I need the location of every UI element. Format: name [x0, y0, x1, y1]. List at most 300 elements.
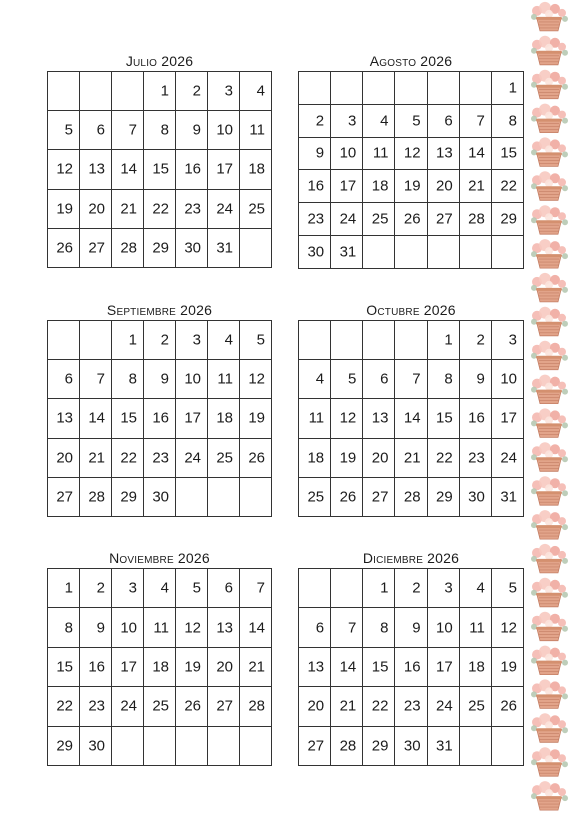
day-number: 23 — [152, 449, 169, 467]
day-number: 12 — [403, 144, 421, 162]
day-cell — [112, 608, 144, 647]
day-cell — [208, 321, 240, 360]
day-cell — [240, 687, 272, 726]
flower-basket-icon — [531, 713, 568, 742]
day-cell — [112, 647, 144, 686]
day-cell — [491, 726, 523, 765]
day-cell — [459, 360, 491, 399]
day-number: 6 — [315, 619, 325, 637]
day-number: 14 — [468, 144, 485, 162]
week-row — [48, 608, 272, 647]
day-number: 16 — [88, 658, 105, 676]
day-number: 3 — [224, 82, 233, 100]
day-number: 26 — [184, 697, 201, 715]
day-cell — [331, 321, 363, 360]
day-cell — [331, 360, 363, 399]
day-cell — [48, 569, 80, 608]
day-number: 4 — [224, 331, 233, 349]
day-cell — [208, 399, 240, 438]
day-cell — [427, 608, 459, 647]
day-cell — [208, 72, 240, 111]
week-row — [299, 399, 524, 438]
week-row — [299, 647, 524, 686]
day-cell — [331, 569, 363, 608]
calendar-grid — [298, 320, 524, 517]
day-number: 5 — [347, 370, 357, 388]
day-number: 15 — [152, 160, 169, 178]
day-number: 29 — [120, 488, 137, 506]
day-number: 11 — [249, 121, 265, 139]
day-number: 27 — [371, 488, 389, 506]
day-cell — [363, 360, 395, 399]
flower-basket-icon — [531, 544, 568, 573]
day-number: 18 — [371, 177, 389, 195]
day-number: 5 — [192, 579, 201, 597]
day-number: 13 — [88, 160, 105, 178]
day-number: 10 — [216, 121, 233, 139]
day-number: 28 — [120, 239, 137, 257]
day-cell — [331, 687, 363, 726]
flower-basket-icon — [531, 36, 568, 65]
day-number: 28 — [403, 488, 421, 506]
day-number: 18 — [248, 160, 265, 178]
day-number: 9 — [192, 121, 201, 139]
day-number: 17 — [216, 160, 233, 178]
day-number: 2 — [315, 112, 325, 130]
flower-basket-icon — [531, 646, 568, 675]
day-cell — [240, 360, 272, 399]
day-number: 28 — [248, 697, 265, 715]
day-cell — [80, 189, 112, 228]
week-row — [48, 477, 272, 516]
day-cell — [491, 438, 523, 477]
day-number: 5 — [508, 579, 517, 597]
day-cell — [491, 608, 523, 647]
day-cell — [48, 321, 80, 360]
day-cell — [331, 726, 363, 765]
day-cell — [80, 111, 112, 150]
day-number: 5 — [412, 112, 421, 130]
day-cell — [427, 438, 459, 477]
day-cell — [144, 72, 176, 111]
day-cell — [363, 203, 395, 236]
day-number: 24 — [120, 697, 137, 715]
month-title: Octubre 2026 — [366, 302, 456, 318]
day-number: 30 — [184, 239, 201, 257]
day-number: 16 — [468, 409, 485, 427]
day-cell — [395, 72, 427, 105]
day-number: 30 — [152, 488, 169, 506]
day-number: 1 — [128, 331, 137, 349]
day-number: 14 — [88, 409, 105, 427]
day-number: 22 — [500, 177, 517, 195]
flower-basket-border — [525, 0, 573, 813]
day-cell — [112, 438, 144, 477]
day-number: 28 — [88, 488, 105, 506]
day-number: 12 — [339, 409, 357, 427]
day-cell — [176, 321, 208, 360]
day-cell — [395, 569, 427, 608]
day-cell — [176, 189, 208, 228]
day-number: 28 — [339, 737, 357, 755]
day-cell — [240, 569, 272, 608]
day-number: 13 — [56, 409, 73, 427]
day-cell — [299, 687, 331, 726]
day-number: 20 — [216, 658, 233, 676]
day-cell — [240, 111, 272, 150]
flower-basket-icon — [531, 171, 568, 200]
day-cell — [208, 687, 240, 726]
day-number: 25 — [371, 210, 389, 228]
day-number: 8 — [160, 121, 169, 139]
day-cell — [395, 687, 427, 726]
day-number: 24 — [184, 449, 201, 467]
day-number: 27 — [88, 239, 105, 257]
day-cell — [299, 726, 331, 765]
day-number: 10 — [120, 619, 137, 637]
day-cell — [459, 569, 491, 608]
day-cell — [208, 228, 240, 267]
day-cell — [112, 360, 144, 399]
day-number: 26 — [56, 239, 73, 257]
day-cell — [395, 203, 427, 236]
day-cell — [80, 726, 112, 765]
day-cell — [363, 726, 395, 765]
day-cell — [208, 150, 240, 189]
day-number: 3 — [192, 331, 201, 349]
day-number: 4 — [476, 579, 485, 597]
day-cell — [208, 189, 240, 228]
day-cell — [80, 399, 112, 438]
day-number: 26 — [339, 488, 357, 506]
week-row — [48, 72, 272, 111]
day-number: 30 — [468, 488, 485, 506]
day-number: 17 — [339, 177, 357, 195]
calendar-grid — [298, 568, 524, 766]
day-cell — [363, 399, 395, 438]
day-cell — [491, 137, 523, 170]
day-cell — [176, 399, 208, 438]
day-number: 23 — [88, 697, 105, 715]
day-cell — [80, 228, 112, 267]
day-cell — [363, 647, 395, 686]
day-cell — [363, 321, 395, 360]
month-title: Noviembre 2026 — [109, 550, 210, 566]
week-row — [48, 228, 272, 267]
day-cell — [176, 438, 208, 477]
day-cell — [299, 235, 331, 268]
day-cell — [80, 360, 112, 399]
day-cell — [427, 647, 459, 686]
day-cell — [427, 687, 459, 726]
day-cell — [48, 687, 80, 726]
day-cell — [331, 137, 363, 170]
day-cell — [48, 189, 80, 228]
day-number: 9 — [476, 370, 485, 388]
day-cell — [331, 608, 363, 647]
day-cell — [427, 399, 459, 438]
day-cell — [176, 608, 208, 647]
week-row — [48, 150, 272, 189]
week-row — [299, 360, 524, 399]
day-number: 22 — [120, 449, 137, 467]
day-cell — [112, 150, 144, 189]
day-cell — [80, 321, 112, 360]
day-cell — [459, 170, 491, 203]
day-cell — [363, 438, 395, 477]
day-number: 6 — [444, 112, 453, 130]
week-row — [299, 72, 524, 105]
day-cell — [176, 687, 208, 726]
day-cell — [240, 438, 272, 477]
day-number: 3 — [347, 112, 357, 130]
day-cell — [144, 360, 176, 399]
day-number: 6 — [380, 370, 389, 388]
day-cell — [144, 647, 176, 686]
day-number: 17 — [500, 409, 517, 427]
day-number: 8 — [128, 370, 137, 388]
day-cell — [331, 647, 363, 686]
day-number: 20 — [88, 200, 105, 218]
day-number: 23 — [468, 449, 485, 467]
day-number: 10 — [500, 370, 517, 388]
day-cell — [395, 321, 427, 360]
day-number: 18 — [216, 409, 233, 427]
day-number: 21 — [339, 697, 357, 715]
day-cell — [427, 726, 459, 765]
day-number: 16 — [307, 177, 325, 195]
week-row — [48, 321, 272, 360]
week-row — [299, 170, 524, 203]
day-number: 4 — [315, 370, 325, 388]
day-cell — [48, 647, 80, 686]
day-cell — [395, 477, 427, 516]
day-number: 6 — [224, 579, 233, 597]
day-cell — [299, 569, 331, 608]
day-cell — [363, 608, 395, 647]
day-number: 15 — [500, 144, 517, 162]
day-number: 1 — [64, 579, 73, 597]
day-cell — [491, 647, 523, 686]
day-number: 30 — [403, 737, 421, 755]
day-number: 13 — [307, 658, 325, 676]
day-cell — [208, 569, 240, 608]
day-number: 5 — [256, 331, 265, 349]
day-number: 2 — [96, 579, 105, 597]
day-number: 29 — [152, 239, 169, 257]
day-cell — [459, 137, 491, 170]
day-number: 17 — [184, 409, 201, 427]
day-cell — [208, 360, 240, 399]
day-number: 9 — [160, 370, 169, 388]
day-number: 21 — [120, 200, 137, 218]
day-cell — [48, 360, 80, 399]
week-row — [299, 477, 524, 516]
day-cell — [48, 150, 80, 189]
day-number: 14 — [403, 409, 421, 427]
flower-basket-icon — [531, 476, 568, 505]
day-number: 19 — [500, 658, 517, 676]
day-cell — [144, 399, 176, 438]
day-number: 14 — [120, 160, 137, 178]
month-title: Agosto 2026 — [369, 53, 453, 69]
day-cell — [459, 203, 491, 236]
day-cell — [80, 647, 112, 686]
flower-basket-icon — [531, 239, 568, 268]
week-row — [48, 111, 272, 150]
day-number: 29 — [500, 210, 517, 228]
day-cell — [491, 399, 523, 438]
day-number: 11 — [153, 619, 169, 637]
day-number: 22 — [436, 449, 453, 467]
day-cell — [208, 608, 240, 647]
day-number: 19 — [184, 658, 201, 676]
week-row — [299, 687, 524, 726]
day-cell — [48, 608, 80, 647]
day-cell — [299, 608, 331, 647]
day-cell — [144, 321, 176, 360]
day-cell — [144, 477, 176, 516]
day-cell — [395, 235, 427, 268]
day-number: 1 — [444, 331, 453, 349]
flower-basket-icon — [531, 307, 568, 336]
day-cell — [176, 477, 208, 516]
day-number: 14 — [339, 658, 357, 676]
day-number: 7 — [347, 619, 357, 637]
week-row — [299, 608, 524, 647]
day-number: 9 — [315, 144, 325, 162]
day-number: 15 — [436, 409, 453, 427]
day-number: 30 — [307, 243, 325, 261]
day-number: 25 — [248, 200, 265, 218]
day-number: 31 — [436, 737, 453, 755]
day-number: 27 — [436, 210, 453, 228]
day-cell — [363, 170, 395, 203]
day-cell — [112, 228, 144, 267]
day-cell — [144, 608, 176, 647]
day-cell — [299, 647, 331, 686]
day-number: 17 — [436, 658, 453, 676]
day-cell — [459, 726, 491, 765]
day-cell — [144, 228, 176, 267]
day-cell — [176, 111, 208, 150]
day-cell — [112, 726, 144, 765]
day-cell — [48, 726, 80, 765]
day-cell — [427, 235, 459, 268]
day-cell — [331, 104, 363, 137]
flower-basket-icon — [531, 341, 568, 370]
day-number: 10 — [339, 144, 357, 162]
day-number: 12 — [248, 370, 265, 388]
day-number: 31 — [500, 488, 517, 506]
week-row — [299, 203, 524, 236]
day-cell — [240, 399, 272, 438]
week-row — [299, 104, 524, 137]
day-number: 15 — [371, 658, 389, 676]
day-cell — [48, 228, 80, 267]
day-number: 4 — [160, 579, 169, 597]
day-cell — [144, 569, 176, 608]
day-cell — [331, 477, 363, 516]
day-number: 23 — [184, 200, 201, 218]
day-number: 21 — [403, 449, 421, 467]
day-cell — [427, 170, 459, 203]
day-number: 10 — [184, 370, 201, 388]
day-number: 14 — [248, 619, 265, 637]
day-cell — [208, 111, 240, 150]
day-number: 8 — [444, 370, 453, 388]
month-title: Septiembre 2026 — [106, 302, 213, 318]
day-cell — [299, 360, 331, 399]
day-cell — [176, 569, 208, 608]
flower-basket-icon — [531, 781, 568, 810]
day-number: 20 — [307, 697, 325, 715]
day-cell — [80, 477, 112, 516]
day-cell — [176, 228, 208, 267]
day-cell — [80, 569, 112, 608]
day-number: 16 — [403, 658, 421, 676]
day-cell — [112, 189, 144, 228]
day-number: 22 — [56, 697, 73, 715]
day-number: 7 — [128, 121, 137, 139]
day-cell — [299, 321, 331, 360]
day-number: 30 — [88, 737, 105, 755]
week-row — [48, 687, 272, 726]
day-number: 22 — [152, 200, 169, 218]
day-number: 8 — [380, 619, 389, 637]
flower-basket-icon — [531, 375, 568, 404]
day-number: 3 — [128, 579, 137, 597]
day-number: 16 — [184, 160, 201, 178]
calendar-grid — [298, 71, 524, 269]
day-cell — [80, 608, 112, 647]
day-number: 7 — [256, 579, 265, 597]
day-number: 20 — [436, 177, 453, 195]
day-cell — [427, 137, 459, 170]
day-cell — [112, 72, 144, 111]
day-number: 7 — [412, 370, 421, 388]
day-cell — [459, 647, 491, 686]
day-cell — [112, 399, 144, 438]
day-number: 27 — [56, 488, 73, 506]
day-cell — [48, 111, 80, 150]
day-cell — [240, 228, 272, 267]
day-number: 22 — [371, 697, 389, 715]
day-number: 29 — [56, 737, 73, 755]
day-cell — [144, 687, 176, 726]
flower-basket-icon — [531, 273, 568, 302]
day-number: 2 — [160, 331, 169, 349]
day-cell — [176, 726, 208, 765]
day-cell — [240, 477, 272, 516]
day-number: 26 — [500, 697, 517, 715]
day-number: 9 — [96, 619, 105, 637]
day-cell — [48, 438, 80, 477]
day-number: 15 — [120, 409, 137, 427]
day-number: 20 — [56, 449, 73, 467]
calendar-grid — [47, 71, 272, 268]
day-cell — [299, 477, 331, 516]
day-number: 18 — [468, 658, 485, 676]
day-number: 26 — [403, 210, 421, 228]
day-cell — [491, 170, 523, 203]
flower-basket-icon — [531, 104, 568, 133]
day-cell — [144, 438, 176, 477]
day-cell — [363, 569, 395, 608]
day-number: 25 — [468, 697, 485, 715]
day-number: 11 — [469, 619, 485, 637]
day-cell — [48, 399, 80, 438]
